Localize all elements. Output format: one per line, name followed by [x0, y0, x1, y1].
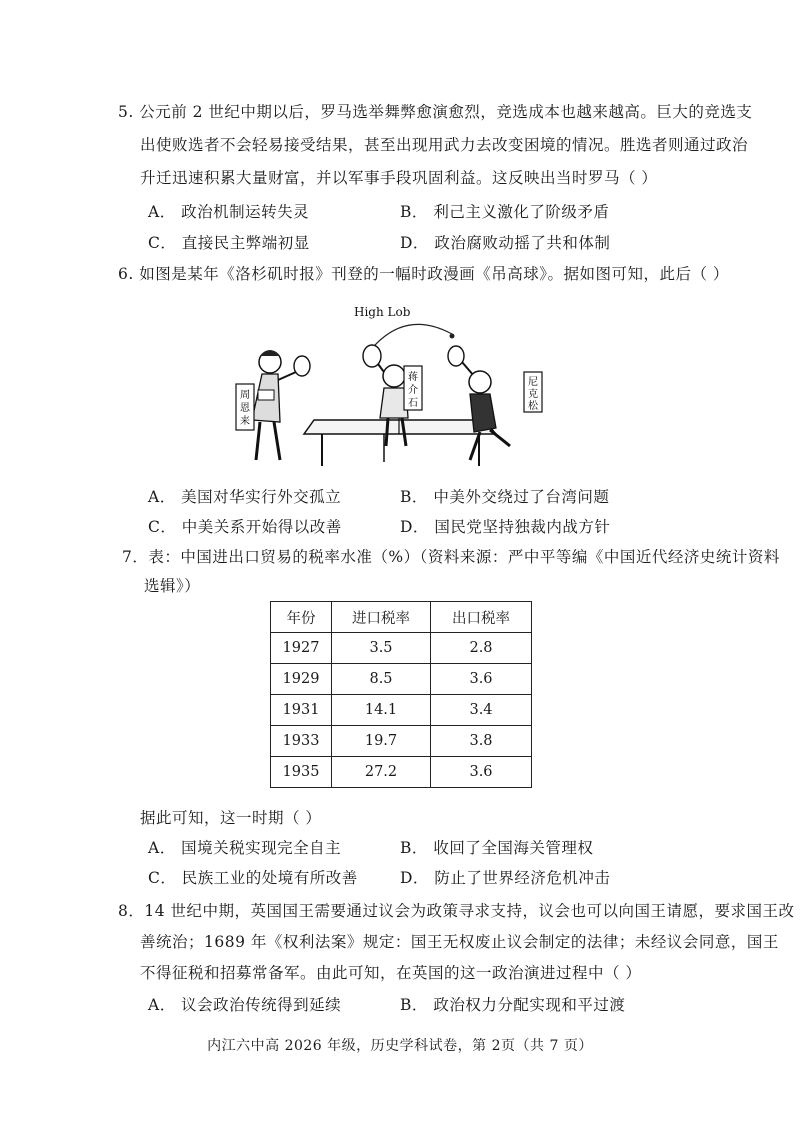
q6-option-b[interactable]: B． 中美外交绕过了台湾问题	[400, 488, 610, 506]
cell-year: 1927	[271, 633, 332, 664]
cell-import: 14.1	[332, 695, 431, 726]
ball-arc	[369, 324, 452, 352]
cell-year: 1935	[271, 757, 332, 788]
q8-option-b[interactable]: B． 政治权力分配实现和平过渡	[400, 996, 626, 1014]
cell-year: 1931	[271, 695, 332, 726]
q7-line2: 选辑》）	[144, 577, 201, 595]
q5-option-b[interactable]: B． 利己主义激化了阶级矛盾	[400, 203, 610, 221]
cell-export: 3.4	[431, 695, 532, 726]
table-row	[271, 757, 532, 788]
ball	[450, 334, 455, 339]
q5-option-c[interactable]: C． 直接民主弊端初显	[148, 234, 310, 252]
q6-line1: 6. 如图是某年《洛杉矶时报》刊登的一幅时政漫画《吊高球》。据如图可知，此后（ ）	[118, 265, 729, 283]
table-row	[271, 633, 532, 664]
table-row	[271, 664, 532, 695]
table-header-row	[271, 602, 532, 633]
q6-option-a[interactable]: A． 美国对华实行外交孤立	[148, 488, 342, 506]
table-row	[271, 726, 532, 757]
q5-line1: 5. 公元前 2 世纪中期以后，罗马选举舞弊愈演愈烈，竞选成本也越来越高。巨大的竞选支	[118, 103, 753, 121]
q5-line3: 升迁迅速积累大量财富，并以军事手段巩固利益。这反映出当时罗马（ ）	[140, 169, 658, 187]
q7-option-c[interactable]: C． 民族工业的处境有所改善	[148, 869, 358, 887]
cell-import: 27.2	[332, 757, 431, 788]
cell-import: 8.5	[332, 664, 431, 695]
q8-line1: 8．14 世纪中期，英国国王需要通过议会为政策寻求支持，议会也可以向国王请愿，要求国王改	[118, 902, 795, 920]
q6-option-c[interactable]: C． 中美关系开始得以改善	[148, 518, 342, 536]
ping-pong-table	[304, 420, 496, 434]
q6-option-d[interactable]: D． 国民党坚持独裁内战方针	[400, 518, 611, 536]
left-player-figure	[252, 350, 310, 460]
label-center-1: 蒋	[408, 372, 418, 383]
political-cartoon	[234, 300, 564, 468]
q5-option-d[interactable]: D． 政治腐败动摇了共和体制	[400, 234, 611, 252]
cell-year: 1929	[271, 664, 332, 695]
label-right-3: 松	[528, 401, 538, 412]
cartoon-drawing	[234, 300, 564, 468]
label-right-2: 克	[528, 389, 538, 400]
header-year: 年份	[271, 602, 332, 633]
q8-line3: 不得征税和招募常备军。由此可知，在英国的这一政治演进过程中（ ）	[140, 964, 642, 982]
label-left-2: 恩	[240, 403, 250, 414]
cartoon-title: High Lob	[354, 305, 411, 319]
page-footer: 内江六中高 2026 年级，历史学科试卷，第 2页（共 7 页）	[207, 1038, 593, 1054]
label-center-3: 石	[408, 398, 418, 409]
table-row	[271, 695, 532, 726]
cell-import: 3.5	[332, 633, 431, 664]
label-center-2: 介	[408, 385, 418, 396]
q5-line2: 出使败选者不会轻易接受结果，甚至出现用武力去改变困境的情况。胜选者则通过政治	[140, 136, 749, 154]
cell-export: 3.8	[431, 726, 532, 757]
q7-after-text: 据此可知，这一时期（ ）	[140, 809, 322, 827]
q8-option-a[interactable]: A． 议会政治传统得到延续	[148, 996, 342, 1014]
header-export-rate: 出口税率	[431, 602, 532, 633]
label-right-1: 尼	[528, 377, 538, 388]
cell-year: 1933	[271, 726, 332, 757]
label-left-3: 来	[240, 416, 250, 427]
cell-export: 3.6	[431, 664, 532, 695]
cell-import: 19.7	[332, 726, 431, 757]
q8-line2: 善统治；1689 年《权利法案》规定：国王无权废止议会制定的法律；未经议会同意，国王	[140, 933, 779, 951]
q7-option-a[interactable]: A． 国境关税实现完全自主	[148, 839, 342, 857]
cell-export: 3.6	[431, 757, 532, 788]
tax-rate-table	[270, 601, 532, 788]
cell-export: 2.8	[431, 633, 532, 664]
label-left-1: 周	[240, 390, 250, 401]
header-import-rate: 进口税率	[332, 602, 431, 633]
q7-option-d[interactable]: D． 防止了世界经济危机冲击	[400, 869, 611, 887]
q7-line1: 7．表：中国进出口贸易的税率水准（%）（资料来源：严中平等编《中国近代经济史统计资料	[122, 548, 780, 566]
q7-option-b[interactable]: B． 收回了全国海关管理权	[400, 839, 594, 857]
q5-option-a[interactable]: A． 政治机制运转失灵	[148, 203, 310, 221]
